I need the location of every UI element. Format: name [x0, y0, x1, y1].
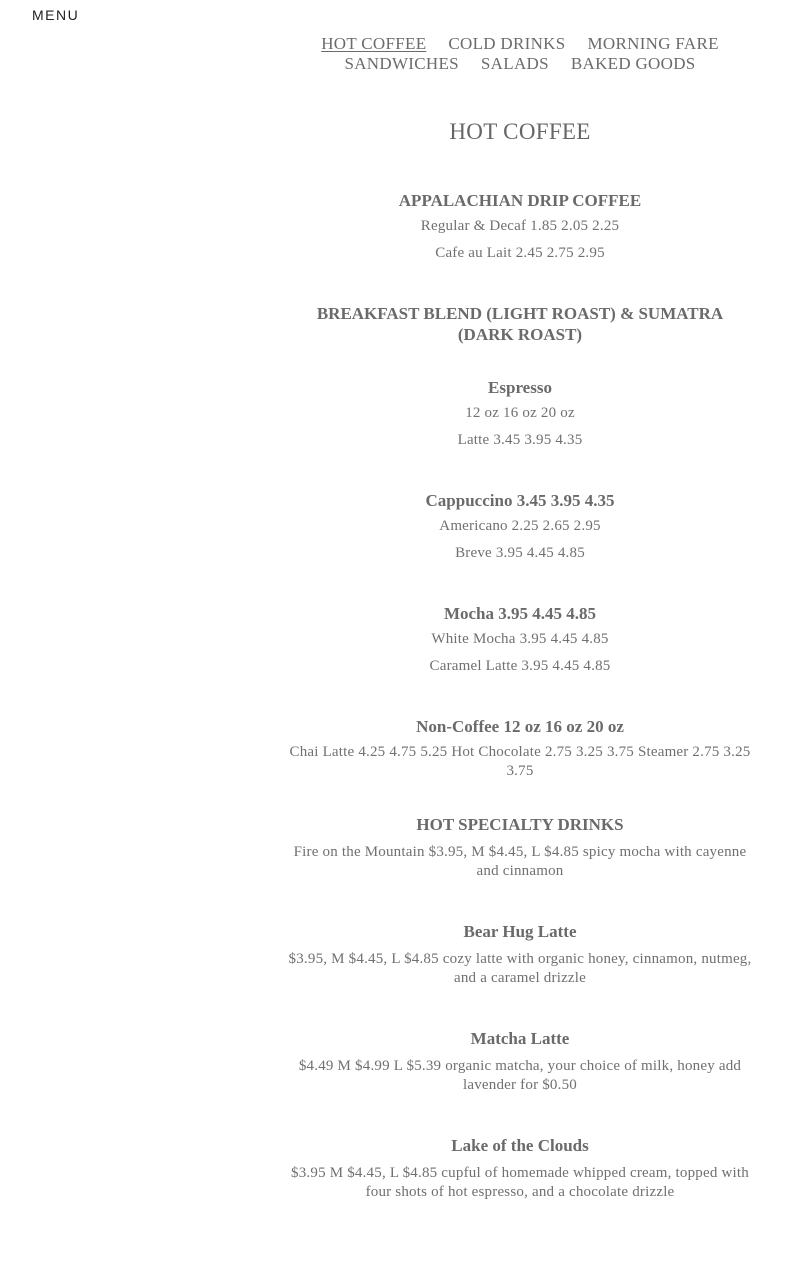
section-heading: Bear Hug Latte — [463, 922, 577, 941]
section-heading: BREAKFAST BLEND (LIGHT ROAST) & SUMATRA (DARK ROAST) — [316, 304, 724, 344]
section-blends — [288, 303, 752, 345]
menu-item-line: Cafe au Lait 2.45 2.75 2.95 — [435, 245, 605, 261]
category-nav — [290, 34, 750, 74]
menu-item-line: Breve 3.95 4.45 4.85 — [455, 545, 585, 561]
menu-item-line: Regular & Decaf 1.85 2.05 2.25 — [420, 218, 620, 234]
nav-link-hot-coffee[interactable]: HOT COFFEE — [321, 34, 427, 53]
section-matcha-latte — [288, 1028, 752, 1095]
section-mocha — [288, 603, 752, 676]
section-non-coffee — [288, 716, 752, 781]
section-heading: Lake of the Clouds — [451, 1136, 589, 1155]
section-bear-hug-latte — [288, 921, 752, 988]
menu-item-line: Caramel Latte 3.95 4.45 4.85 — [429, 658, 611, 674]
section-heading: Matcha Latte — [470, 1029, 570, 1048]
menu-item-line: Americano 2.25 2.65 2.95 — [439, 518, 601, 534]
menu-item-line: Latte 3.45 3.95 4.35 — [457, 432, 583, 448]
section-heading: APPALACHIAN DRIP COFFEE — [398, 191, 642, 210]
nav-link-salads[interactable]: SALADS — [480, 54, 549, 73]
section-cappuccino — [288, 490, 752, 563]
section-heading: Espresso — [488, 378, 552, 397]
menu-item-line: Chai Latte 4.25 4.75 5.25 Hot Chocolate 2.75 3.25 3.75 Steamer 2.75 3.25 3.75 — [289, 744, 751, 779]
section-heading: Cappuccino 3.45 3.95 4.35 — [425, 491, 615, 510]
nav-row-1 — [290, 34, 750, 54]
menu-item-line: Fire on the Mountain $3.95, M $4.45, L $4.85 spicy mocha with cayenne and cinnamon — [293, 844, 747, 879]
section-heading: HOT SPECIALTY DRINKS — [416, 815, 624, 834]
menu-item-line: $3.95, M $4.45, L $4.85 cozy latte with organic honey, cinnamon, nutmeg, and a caramel drizzle — [288, 951, 752, 986]
section-hot-specialty — [288, 814, 752, 881]
section-heading: Non-Coffee 12 oz 16 oz 20 oz — [416, 717, 624, 736]
menu-item-line: $3.95 M $4.45, L $4.85 cupful of homemade whipped cream, topped with four shots of hot espresso, and a chocolate drizzle — [291, 1165, 749, 1200]
nav-link-baked-goods[interactable]: BAKED GOODS — [570, 54, 696, 73]
nav-link-cold-drinks[interactable]: COLD DRINKS — [448, 34, 566, 53]
nav-row-2 — [290, 54, 750, 74]
section-drip-coffee — [288, 190, 752, 263]
menu-toggle-button[interactable]: MENU — [32, 7, 80, 23]
menu-item-line: White Mocha 3.95 4.45 4.85 — [431, 631, 609, 647]
nav-link-sandwiches[interactable]: SANDWICHES — [344, 54, 459, 73]
menu-item-line: 12 oz 16 oz 20 oz — [465, 405, 575, 421]
page-title: HOT COFFEE — [449, 119, 591, 144]
menu-item-line: $4.49 M $4.99 L $5.39 organic matcha, your choice of milk, honey add lavender for $0.50 — [298, 1058, 742, 1093]
section-heading: Mocha 3.95 4.45 4.85 — [443, 604, 597, 623]
section-espresso — [288, 377, 752, 450]
nav-link-morning-fare[interactable]: MORNING FARE — [587, 34, 719, 53]
section-lake-of-the-clouds — [288, 1135, 752, 1202]
